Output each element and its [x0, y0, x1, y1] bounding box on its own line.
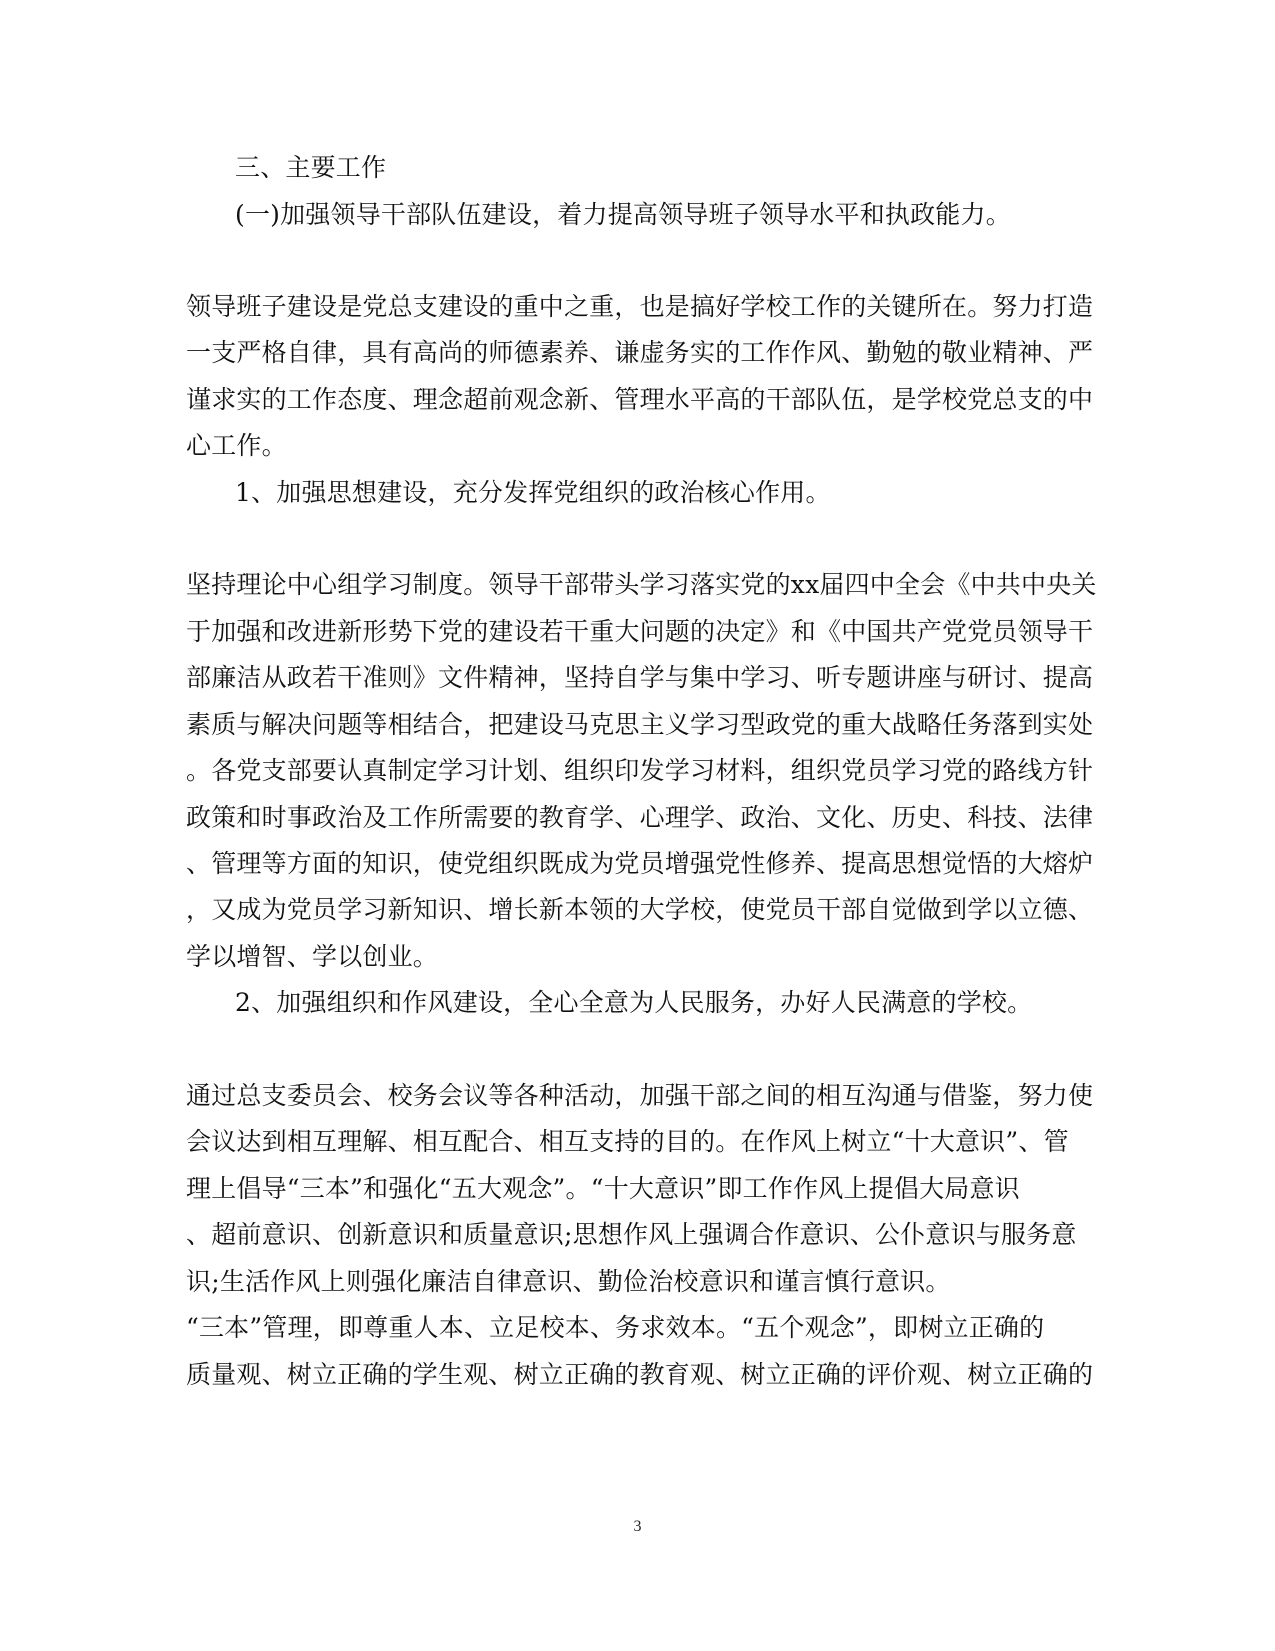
para-3-line: 通过总支委员会、校务会议等各种活动，加强干部之间的相互沟通与借鉴，努力使 — [186, 1081, 1094, 1110]
para-2-line: 学以增智、学以创业。 — [186, 942, 439, 971]
para-2-line: 。各党支部要认真制定学习计划、组织印发学习材料，组织党员学习党的路线方针 — [186, 756, 1094, 785]
para-1-line: 谨求实的工作态度、理念超前观念新、管理水平高的干部队伍，是学校党总支的中 — [186, 385, 1094, 414]
para-2-line: 、管理等方面的知识，使党组织既成为党员增强党性修养、提高思想觉悟的大熔炉 — [186, 849, 1094, 878]
para-2-line: 坚持理论中心组学习制度。领导干部带头学习落实党的xx届四中全会《中共中央关 — [186, 570, 1097, 599]
para-1-line: 心工作。 — [186, 431, 287, 460]
item-1: 1、加强思想建设，充分发挥党组织的政治核心作用。 — [235, 478, 831, 507]
para-1-line: 一支严格自律，具有高尚的师德素养、谦虚务实的工作作风、勤勉的敬业精神、严 — [186, 338, 1094, 367]
para-2-line: 政策和时事政治及工作所需要的教育学、心理学、政治、文化、历史、科技、法律 — [186, 803, 1094, 832]
para-2-line: 部廉洁从政若干准则》文件精神，坚持自学与集中学习、听专题讲座与研讨、提高 — [186, 663, 1094, 692]
para-2-line: 于加强和改进新形势下党的建设若干重大问题的决定》和《中国共产党党员领导干 — [186, 617, 1094, 646]
para-3-line: 质量观、树立正确的学生观、树立正确的教育观、树立正确的评价观、树立正确的 — [186, 1360, 1094, 1389]
para-2-line: ，又成为党员学习新知识、增长新本领的大学校，使党员干部自觉做到学以立德、 — [186, 895, 1094, 924]
para-2-line: 素质与解决问题等相结合，把建设马克思主义学习型政党的重大战略任务落到实处 — [186, 710, 1094, 739]
item-2: 2、加强组织和作风建设，全心全意为人民服务，办好人民满意的学校。 — [235, 988, 1033, 1017]
para-1-line: 领导班子建设是党总支建设的重中之重，也是搞好学校工作的关键所在。努力打造 — [186, 292, 1094, 321]
para-3-line: “三本”管理，即尊重人本、立足校本、务求效本。“五个观念”，即树立正确的 — [186, 1313, 1045, 1342]
subheading-1: (一)加强领导干部队伍建设，着力提高领导班子领导水平和执政能力。 — [235, 200, 1011, 229]
page-number: 3 — [633, 1518, 642, 1535]
para-3-line: 、超前意识、创新意识和质量意识;思想作风上强调合作意识、公仆意识与服务意 — [186, 1220, 1077, 1249]
para-3-line: 理上倡导“三本”和强化“五大观念”。“十大意识”即工作作风上提倡大局意识 — [186, 1174, 1020, 1203]
para-3-line: 识;生活作风上则强化廉洁自律意识、勤俭治校意识和谨言慎行意识。 — [186, 1267, 951, 1296]
para-3-line: 会议达到相互理解、相互配合、相互支持的目的。在作风上树立“十大意识”、管 — [186, 1127, 1069, 1156]
section-heading: 三、主要工作 — [235, 153, 387, 182]
